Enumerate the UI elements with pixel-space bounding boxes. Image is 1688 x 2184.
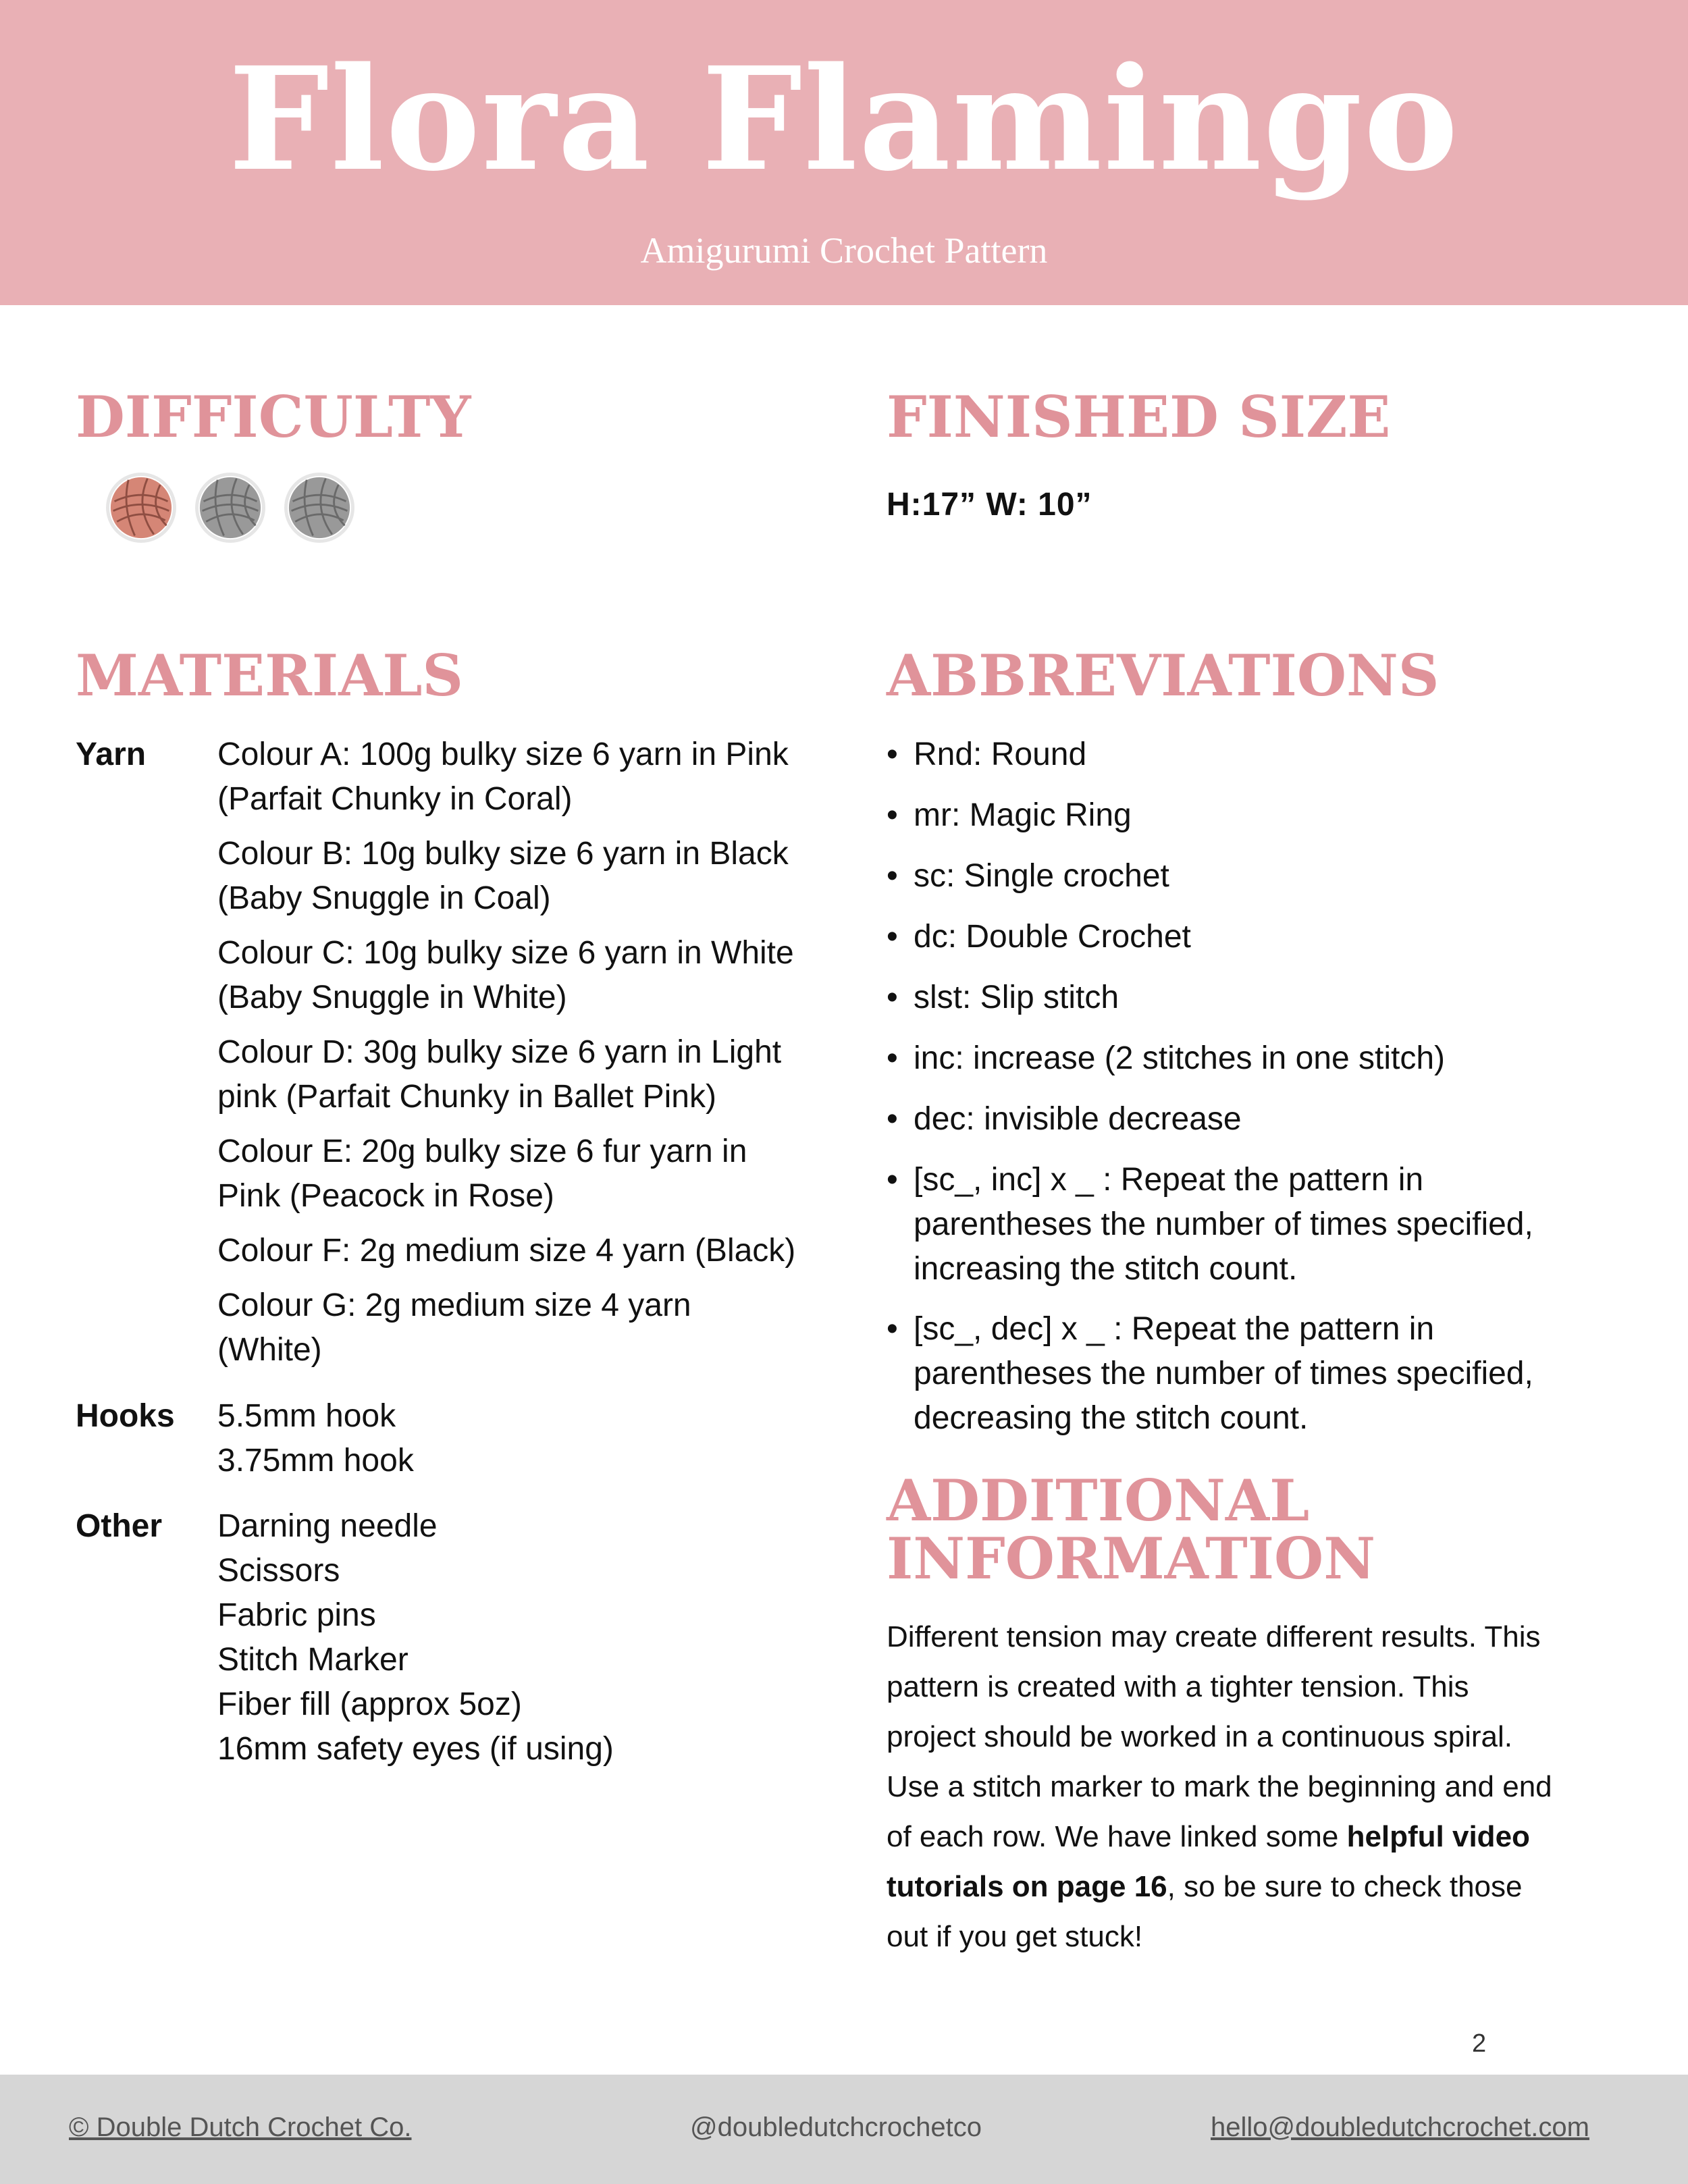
other-label: Other (76, 1508, 163, 1544)
abbreviations-heading: ABBREVIATIONS (887, 642, 1440, 709)
abbreviation-item: • mr: Magic Ring (887, 793, 1629, 838)
abbreviation-item: • [sc_, inc] x _ : Repeat the pattern in parentheses the number of times specified, increasing the stitch count. (887, 1158, 1629, 1291)
info-text: Use a stitch marker to mark the beginning and end (887, 1770, 1552, 1803)
hooks-label: Hooks (76, 1398, 175, 1434)
other-line: Fiber fill (approx 5oz) (217, 1686, 522, 1722)
finished-size-heading: FINISHED SIZE (887, 383, 1391, 450)
additional-heading-line2: INFORMATION (887, 1525, 1376, 1592)
bullet: • (887, 1040, 898, 1076)
bullet: • (887, 797, 898, 833)
video-tutorials-note: tutorials on page 16 (887, 1870, 1167, 1903)
pattern-subtitle: Amigurumi Crochet Pattern (640, 230, 1048, 271)
yarn-line: Colour F: 2g medium size 4 yarn (Black) (217, 1233, 796, 1269)
bullet: • (887, 1162, 898, 1198)
other-line: Scissors (217, 1553, 340, 1589)
yarn-ball-icon (106, 473, 176, 543)
bullet: • (887, 858, 898, 894)
abbreviation-item: • slst: Slip stitch (887, 976, 1629, 1020)
info-text: tutorials on page 16, so be sure to check those (887, 1870, 1523, 1903)
bullet: • (887, 1311, 898, 1347)
info-text: out if you get stuck! (887, 1920, 1143, 1953)
yarn-line: Colour A: 100g bulky size 6 yarn in Pink (217, 737, 789, 772)
abbreviation-item: • dec: invisible decrease (887, 1097, 1629, 1142)
yarn-line: pink (Parfait Chunky in Ballet Pink) (217, 1079, 716, 1115)
bullet: • (887, 1101, 898, 1137)
info-text: Different tension may create different results. This (887, 1620, 1541, 1653)
other-line: 16mm safety eyes (if using) (217, 1731, 614, 1767)
social-handle: @doubledutchcrochetco (690, 2112, 982, 2142)
yarn-line: Colour D: 30g bulky size 6 yarn in Light (217, 1034, 782, 1070)
info-text: pattern is created with a tighter tension. This (887, 1670, 1469, 1703)
yarn-line: (Baby Snuggle in Coal) (217, 880, 551, 916)
info-text: of each row. We have linked some helpful video (887, 1820, 1530, 1853)
abbreviation-item: • Rnd: Round (887, 733, 1629, 777)
bullet: • (887, 980, 898, 1015)
email-link[interactable]: hello@doubledutchcrochet.com (1211, 2112, 1589, 2142)
yarn-line: Colour G: 2g medium size 4 yarn (217, 1287, 691, 1323)
yarn-line: (Parfait Chunky in Coral) (217, 781, 573, 817)
footer (0, 2075, 1688, 2184)
abbreviation-item: • dc: Double Crochet (887, 915, 1629, 959)
abbreviation-item: • [sc_, dec] x _ : Repeat the pattern in parentheses the number of times specified, decreasing the stitch count. (887, 1307, 1629, 1441)
copyright-link[interactable]: © Double Dutch Crochet Co. (69, 2112, 412, 2142)
yarn-ball-icon (284, 473, 354, 543)
other-line: Stitch Marker (217, 1642, 408, 1678)
bullet: • (887, 737, 898, 772)
additional-heading-line1: ADDITIONAL (887, 1467, 1310, 1534)
abbreviation-item: • inc: increase (2 stitches in one stitch) (887, 1036, 1629, 1081)
yarn-label: Yarn (76, 737, 147, 772)
yarn-line: Colour B: 10g bulky size 6 yarn in Black (217, 836, 789, 872)
hook-line: 3.75mm hook (217, 1443, 414, 1479)
other-line: Darning needle (217, 1508, 438, 1544)
yarn-line: Pink (Peacock in Rose) (217, 1178, 554, 1214)
yarn-line: Colour E: 20g bulky size 6 fur yarn in (217, 1134, 747, 1169)
abbreviation-item: • sc: Single crochet (887, 854, 1629, 899)
finished-size-value: H:17” W: 10” (887, 487, 1092, 523)
materials-heading: MATERIALS (76, 642, 464, 709)
page-number: 2 (1472, 2029, 1487, 2058)
difficulty-heading: DIFFICULTY (76, 383, 471, 450)
pattern-title: Flora Flamingo (228, 36, 1460, 203)
bullet: • (887, 919, 898, 955)
yarn-line: (Baby Snuggle in White) (217, 980, 567, 1015)
yarn-ball-icon (195, 473, 265, 543)
hook-line: 5.5mm hook (217, 1398, 396, 1434)
yarn-line: (White) (217, 1332, 322, 1368)
title-banner (0, 0, 1688, 305)
video-tutorials-note: helpful video (1346, 1820, 1530, 1853)
yarn-line: Colour C: 10g bulky size 6 yarn in White (217, 935, 794, 971)
info-text: project should be worked in a continuous spiral. (887, 1720, 1512, 1753)
other-line: Fabric pins (217, 1597, 376, 1633)
